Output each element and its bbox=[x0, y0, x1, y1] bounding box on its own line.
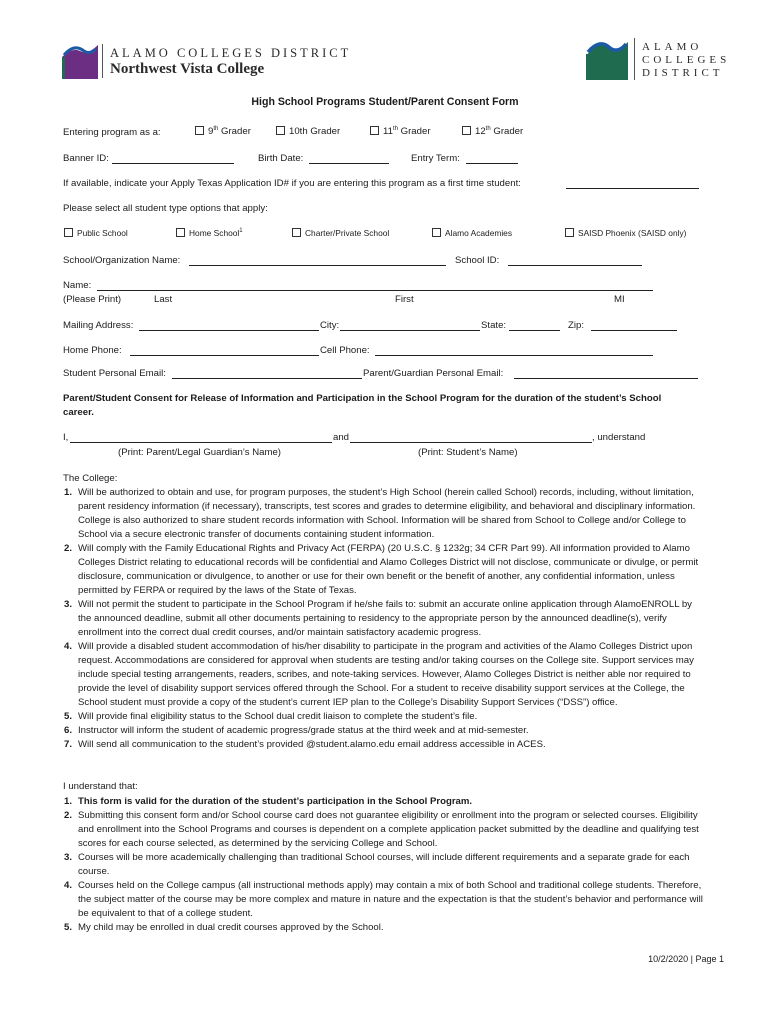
parent-name-field[interactable] bbox=[70, 442, 332, 443]
grade-11-label: Grader bbox=[397, 126, 431, 138]
name-field[interactable] bbox=[97, 290, 653, 291]
list-item: 4. Courses held on the College campus (all instructional methods apply) may contain a mix of both School and traditional college students. Therefore, the subject matter of the course may be more complex and mature in nature and the expectation is that the student’s behavior and performance will be equivalent to that of a college student. bbox=[64, 880, 703, 919]
list-item: 2. Submitting this consent form and/or School course card does not guarantee eligibility or enrollment into the program or selected courses. Eligibility and enrollment into the School Programs and courses is dependent on a complete application packet submitted by the deadline and qualifying test scores for each course selected, as determined by the servicing College and School. bbox=[64, 810, 699, 849]
entry-term-label: Entry Term: bbox=[411, 153, 460, 164]
name-label: Name: bbox=[63, 280, 92, 291]
charter-private-label: Charter/Private School bbox=[305, 228, 390, 238]
grade-9-label: Grader bbox=[218, 126, 251, 138]
list-item: 7. Will send all communication to the student’s provided @student.alamo.edu email address accessible in ACES. bbox=[64, 739, 546, 750]
type-saisd-phoenix[interactable] bbox=[565, 228, 686, 238]
apply-texas-label: If available, indicate your Apply Texas Application ID# if you are entering this program as a first time student: bbox=[63, 178, 521, 189]
student-email-label: Student Personal Email: bbox=[63, 368, 166, 379]
list-item: 4. Will provide a disabled student accommodation of his/her disability to participate in the program and activities of the Alamo Colleges District upon request. Accommodations are considered for approval when students are testing and/or taking courses on the College site. Support services may include special testing arrangements, readers, scribes, and note-taking services. However, Alamo Colleges District is neither able nor required to provide the level of disability support services offered through the School. For a student to receive disability support services at the College, the School student must provide a copy of the student’s current IEP plan to the College’s Disability Support Services (“DSS”) office. bbox=[64, 641, 694, 708]
state-label: State: bbox=[481, 320, 507, 331]
mailing-address-field[interactable] bbox=[139, 330, 319, 331]
grade-10-option[interactable] bbox=[276, 126, 340, 137]
type-public-school[interactable] bbox=[64, 228, 128, 238]
college-intro: The College: bbox=[63, 473, 118, 484]
form-title: High School Programs Student/Parent Consent Form bbox=[251, 96, 519, 108]
acd-logo-line1: ALAMO bbox=[642, 41, 703, 53]
grade-9-option[interactable] bbox=[195, 126, 251, 137]
grade-9-sup: th bbox=[213, 126, 219, 132]
student-email-field[interactable] bbox=[172, 378, 362, 379]
logo-divider bbox=[102, 44, 103, 78]
state-field[interactable] bbox=[509, 330, 560, 331]
home-phone-field[interactable] bbox=[130, 355, 319, 356]
school-id-label: School ID: bbox=[455, 255, 500, 266]
grade-11-checkbox[interactable] bbox=[370, 126, 379, 135]
type-home-school[interactable] bbox=[176, 228, 243, 238]
consent-heading-cont: career. bbox=[63, 407, 94, 418]
nvc-logo-line1: ALAMO COLLEGES DISTRICT bbox=[110, 46, 352, 60]
list-item: 5. Will provide final eligibility status to the School dual credit liaison to complete the student’s file. bbox=[64, 711, 478, 722]
school-id-field[interactable] bbox=[508, 265, 642, 266]
list-item: 6. Instructor will inform the student of academic progress/grade status at the third week and at mid-semester. bbox=[64, 725, 529, 736]
cell-phone-field[interactable] bbox=[375, 355, 653, 356]
understand-list bbox=[64, 795, 704, 935]
consent-heading: Parent/Student Consent for Release of Information and Participation in the School Program for the duration of the student’s School bbox=[63, 393, 662, 404]
last-name-label: Last bbox=[154, 294, 173, 305]
please-print-label: (Please Print) bbox=[63, 294, 122, 305]
apply-texas-field[interactable] bbox=[566, 188, 699, 189]
acd-logo-line3: DISTRICT bbox=[642, 67, 724, 79]
acd-logo-text bbox=[642, 41, 730, 80]
acd-logo-line2: COLLEGES bbox=[642, 54, 731, 66]
print-parent-caption: (Print: Parent/Legal Guardian’s Name) bbox=[118, 447, 281, 458]
type-alamo-academies[interactable] bbox=[432, 228, 512, 238]
zip-field[interactable] bbox=[591, 330, 677, 331]
grade-11-option[interactable] bbox=[370, 126, 431, 137]
list-item: 1. This form is valid for the duration of the student’s participation in the School Program. bbox=[64, 796, 473, 807]
list-item: 3. Courses will be more academically challenging than traditional School courses, will include different requirements and a separate grade for each course. bbox=[64, 852, 690, 877]
charter-private-checkbox[interactable] bbox=[292, 228, 301, 237]
parent-email-label: Parent/Guardian Personal Email: bbox=[363, 368, 504, 379]
acd-logo bbox=[586, 40, 628, 83]
list-item: 5. My child may be enrolled in dual credit courses approved by the School. bbox=[64, 922, 384, 933]
acd-logo-divider bbox=[634, 38, 635, 80]
home-school-label: Home School bbox=[189, 228, 240, 238]
zip-label: Zip: bbox=[568, 320, 584, 331]
grade-11-num: 11 bbox=[383, 126, 393, 138]
nvc-logo-line2: Northwest Vista College bbox=[110, 61, 265, 77]
student-type-prompt: Please select all student type options that apply: bbox=[63, 203, 268, 214]
school-org-field[interactable] bbox=[189, 265, 446, 266]
type-charter-private[interactable] bbox=[292, 228, 389, 238]
city-label: City: bbox=[320, 320, 340, 331]
college-list bbox=[64, 486, 704, 752]
grade-12-label: Grader bbox=[490, 126, 524, 138]
alamo-academies-label: Alamo Academies bbox=[445, 228, 513, 238]
alamo-academies-checkbox[interactable] bbox=[432, 228, 441, 237]
print-student-caption: (Print: Student’s Name) bbox=[418, 447, 518, 458]
home-phone-label: Home Phone: bbox=[63, 345, 122, 356]
understand-intro: I understand that: bbox=[63, 781, 138, 792]
grade-12-option[interactable] bbox=[462, 126, 523, 137]
city-field[interactable] bbox=[340, 330, 480, 331]
public-school-checkbox[interactable] bbox=[64, 228, 73, 237]
entering-label: Entering program as a: bbox=[63, 127, 161, 138]
entry-term-field[interactable] bbox=[466, 163, 518, 164]
mi-label: MI bbox=[614, 294, 625, 305]
grade-10-checkbox[interactable] bbox=[276, 126, 285, 135]
nvc-logo bbox=[62, 45, 98, 82]
school-org-label: School/Organization Name: bbox=[63, 255, 181, 266]
cell-phone-label: Cell Phone: bbox=[320, 345, 370, 356]
saisd-phoenix-label: SAISD Phoenix (SAISD only) bbox=[578, 228, 687, 238]
banner-id-label: Banner ID: bbox=[63, 153, 109, 164]
i-label: I, bbox=[63, 432, 69, 443]
page-footer: 10/2/2020 | Page 1 bbox=[648, 954, 724, 964]
birth-date-label: Birth Date: bbox=[258, 153, 304, 164]
banner-id-field[interactable] bbox=[112, 163, 234, 164]
parent-email-field[interactable] bbox=[514, 378, 698, 379]
home-school-checkbox[interactable] bbox=[176, 228, 185, 237]
understand-label: , understand bbox=[592, 432, 646, 443]
grade-9-num: 9 bbox=[208, 126, 214, 138]
nvc-logo-mark-icon bbox=[62, 45, 98, 79]
home-school-footnote: 1 bbox=[239, 228, 243, 235]
grade-12-checkbox[interactable] bbox=[462, 126, 471, 135]
and-label: and bbox=[333, 432, 350, 443]
acd-logo-mark-icon bbox=[586, 40, 628, 80]
list-item: 3. Will not permit the student to participate in the School Program if he/she fails to: submit an accurate online application through AlamoENROLL by the announced deadline, submit all other documents pertaining to residency to the appropriate person by the announced deadline(s), verify enrollment into the correct dual credit courses, and/or maintain satisfactory academic progress. bbox=[64, 599, 692, 638]
grade-9-checkbox[interactable] bbox=[195, 126, 204, 135]
public-school-label: Public School bbox=[77, 228, 128, 238]
list-item: 2. Will comply with the Family Educational Rights and Privacy Act (FERPA) (20 U.S.C. § 1232g; 34 CFR Part 99). All information provided to Alamo Colleges District relating to educational records will be confidential and Alamo Colleges District will not disclose, communicate or divulge, or permit disclosure, communication or divulgence, to another or use for their own benefit or the benefit of another, any confidential information, unless permitted by FERPA or required by the laws of the State of Texas. bbox=[64, 543, 699, 596]
grade-11-sup: th bbox=[392, 126, 398, 132]
grade-12-sup: th bbox=[485, 126, 491, 132]
student-name-field[interactable] bbox=[350, 442, 592, 443]
saisd-phoenix-checkbox[interactable] bbox=[565, 228, 574, 237]
first-name-label: First bbox=[395, 294, 414, 305]
grade-12-num: 12 bbox=[475, 126, 486, 138]
mailing-address-label: Mailing Address: bbox=[63, 320, 134, 331]
birth-date-field[interactable] bbox=[309, 163, 389, 164]
list-item: 1. Will be authorized to obtain and use, for program purposes, the student’s High School (herein called School) records, including, without limitation, parent residency information (if necessary), transcripts, test scores and grades to determine eligibility, and behavioral and disciplinary information. College is also authorized to share student records information with School. Information will be shared from School to College and/or College to School via a secure electronic transfer of documents containing student information. bbox=[64, 487, 696, 540]
grade-10-label: 10th Grader bbox=[289, 126, 341, 137]
